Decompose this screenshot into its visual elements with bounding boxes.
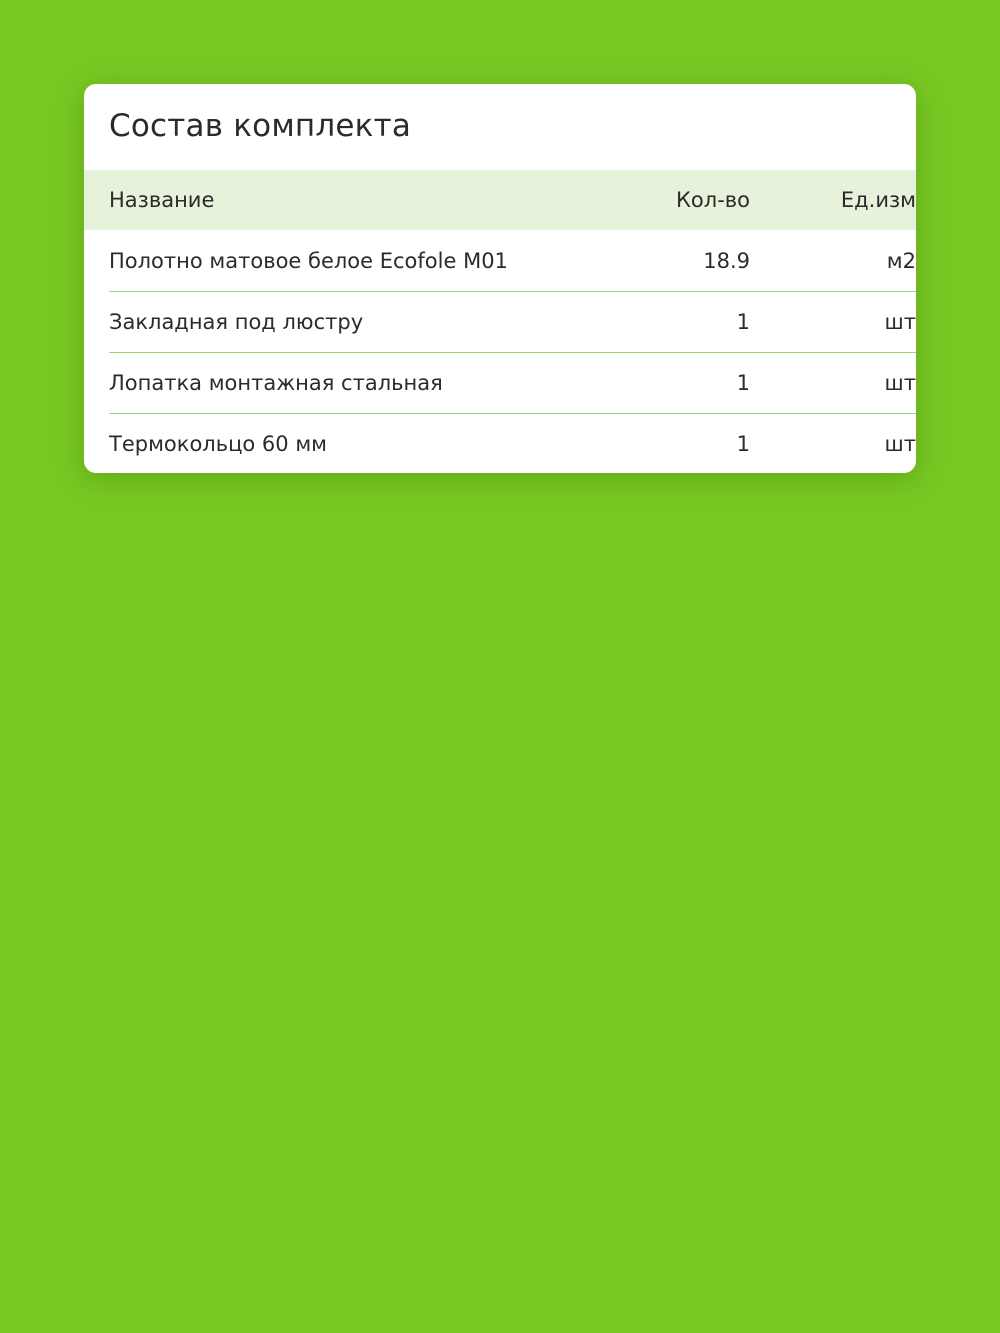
row-name: Лопатка монтажная стальная (84, 352, 579, 413)
row-unit: шт (750, 352, 916, 413)
column-header-name: Название (109, 188, 215, 212)
table-row (84, 291, 916, 352)
kit-table-header (84, 170, 916, 230)
column-header-qty: Кол-во (676, 188, 750, 212)
kit-card (84, 84, 916, 473)
table-row (84, 352, 916, 413)
row-qty: 18.9 (703, 248, 750, 273)
kit-title: Состав комплекта (109, 108, 412, 144)
row-name: Термокольцо 60 мм (84, 413, 579, 473)
table-row (84, 413, 916, 473)
table-row (84, 230, 916, 291)
row-unit: шт (750, 413, 916, 473)
row-unit: м2 (886, 248, 916, 273)
row-name: Закладная под люстру (84, 291, 579, 352)
row-qty: 1 (579, 291, 750, 352)
header-row (84, 170, 916, 230)
row-qty: 1 (579, 352, 750, 413)
kit-table (84, 170, 916, 473)
row-qty: 1 (579, 413, 750, 473)
row-name: Полотно матовое белое Ecofole M01 (109, 248, 508, 273)
column-header-unit: Ед.изм (840, 188, 916, 212)
kit-table-body (84, 230, 916, 473)
row-unit: шт (750, 291, 916, 352)
